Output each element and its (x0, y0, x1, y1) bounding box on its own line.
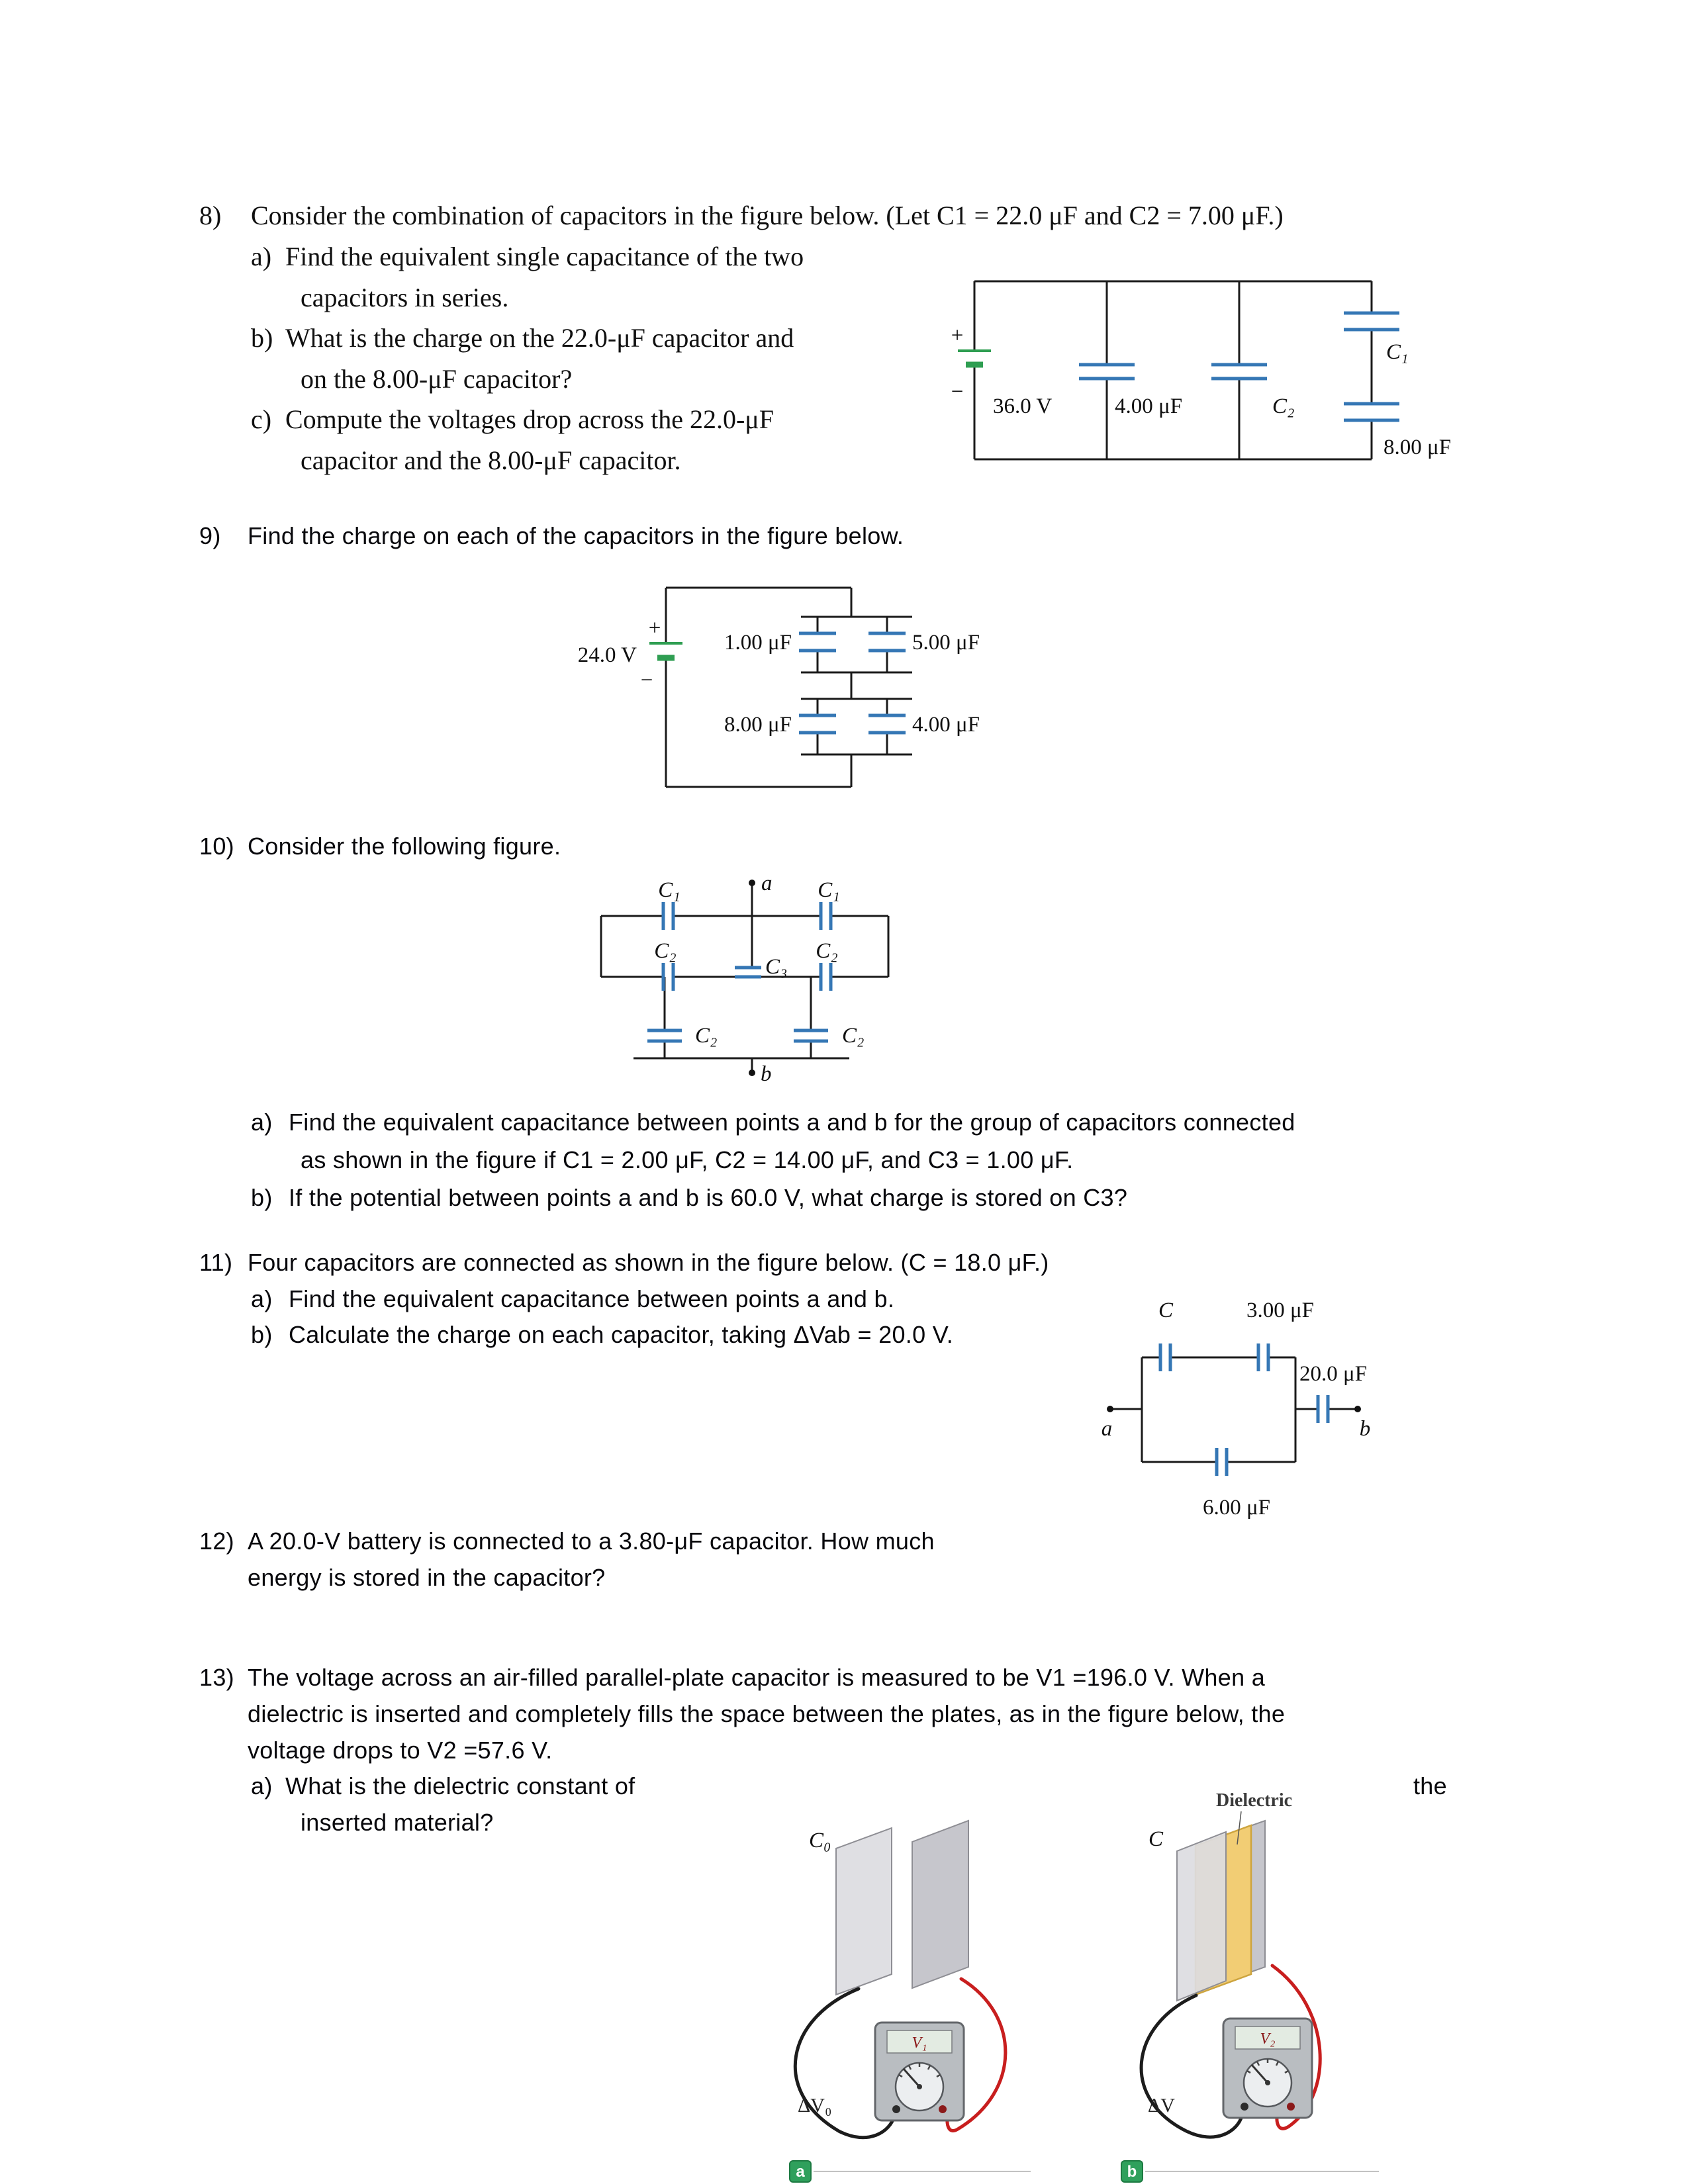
p11-b-label: b) (251, 1321, 273, 1348)
fig10-capacitor-plates (647, 902, 831, 1041)
fig11-cap20-label: 20.0 μF (1299, 1362, 1368, 1386)
p13-number: 13) (199, 1664, 234, 1691)
fig13-dielectric-diagram (759, 1790, 1401, 2184)
fig11-terminal-a (1107, 1406, 1113, 1412)
fig13b-meter-reading: V₂ (1260, 2030, 1276, 2048)
p10-line1: Consider the following figure. (248, 833, 561, 860)
fig10-c1-left-label: C₁ (658, 878, 680, 902)
p11-number: 11) (199, 1249, 233, 1276)
p8-b-line2: on the 8.00-μF capacitor? (301, 364, 573, 394)
p8-c-line2: capacitor and the 8.00-μF capacitor. (301, 445, 681, 475)
p11-line1: Four capacitors are connected as shown in the figure below. (C = 18.0 μF.) (248, 1249, 1049, 1276)
p10-b-label: b) (251, 1184, 273, 1211)
p10-a-line1: Find the equivalent capacitance between points a and b for the group of capacitors connected (289, 1109, 1295, 1136)
fig13b-left-plate (1177, 1832, 1226, 2001)
p11-b-line1: Calculate the charge on each capacitor, taking ΔVab = 20.0 V. (289, 1321, 954, 1348)
fig11-a-label: a (1101, 1417, 1113, 1441)
p13-a-line1: What is the dielectric constant of (285, 1772, 635, 1799)
fig9-cap4-label: 4.00 μF (912, 713, 980, 737)
fig8-c1-label: C₁ (1386, 340, 1409, 364)
fig8-battery-label: 36.0 V (993, 394, 1053, 418)
p13-line1: The voltage across an air-filled parallel-plate capacitor is measured to be V1 =196.0 V. When a (248, 1664, 1266, 1691)
fig13a-c0-label: C₀ (809, 1829, 831, 1852)
fig13b-dielectric-label: Dielectric (1216, 1790, 1293, 1811)
fig9-cap1-label: 1.00 μF (724, 631, 792, 655)
fig10-c3-label: C₃ (765, 955, 788, 979)
p9-line1: Find the charge on each of the capacitors in the figure below. (248, 522, 904, 549)
fig8-battery-symbol (958, 351, 991, 365)
fig10-c1-right-label: C₁ (818, 878, 840, 902)
p13-line3: voltage drops to V2 =57.6 V. (248, 1737, 553, 1764)
p10-b-line1: If the potential between points a and b is 60.0 V, what charge is stored on C3? (289, 1184, 1128, 1211)
fig11-cap6-label: 6.00 μF (1202, 1496, 1271, 1520)
fig9-cap8-label: 8.00 μF (724, 713, 792, 737)
fig9-minus-sign: − (640, 668, 653, 692)
fig8-plus-sign: + (951, 324, 964, 347)
fig9-circuit-diagram (527, 571, 1037, 803)
fig10-c2-left-label: C₂ (654, 939, 677, 963)
fig10-terminal-a (749, 880, 755, 886)
fig8-cap8-label: 8.00 μF (1383, 435, 1452, 459)
p8-c-label: c) (251, 404, 272, 434)
p8-line1: Consider the combination of capacitors in the figure below. (Let C1 = 22.0 μF and C2 = 7.00 μF.) (251, 201, 1284, 230)
fig13a-tag-letter: a (796, 2163, 805, 2181)
fig11-circuit-diagram (1098, 1289, 1392, 1524)
p11-a-line1: Find the equivalent capacitance between points a and b. (289, 1285, 895, 1312)
fig8-minus-sign: − (951, 380, 964, 404)
fig10-c2-right-label: C₂ (816, 939, 838, 963)
fig8-cap4-label: 4.00 μF (1115, 394, 1183, 418)
fig10-b-label: b (761, 1062, 772, 1086)
fig13a-voltmeter (875, 2023, 964, 2120)
fig10-a-label: a (761, 874, 773, 895)
fig11-b-label: b (1359, 1417, 1371, 1441)
p10-a-line2: as shown in the figure if C1 = 2.00 μF, C2 = 14.00 μF, and C3 = 1.00 μF. (301, 1146, 1074, 1173)
fig10-terminal-b (749, 1069, 755, 1076)
fig13a-left-plate (836, 1828, 892, 1995)
p8-number: 8) (199, 201, 222, 230)
fig10-c2-bottomright-label: C₂ (842, 1024, 865, 1048)
fig8-circuit-diagram (944, 273, 1483, 475)
fig9-battery-symbol (649, 643, 682, 658)
p12-line1: A 20.0-V battery is connected to a 3.80-μF capacitor. How much (248, 1527, 935, 1555)
fig13b-dv-label: ΔV (1148, 2095, 1175, 2116)
fig13b-tag-letter: b (1127, 2163, 1137, 2181)
p8-a-line2: capacitors in series. (301, 283, 509, 312)
p12-line2: energy is stored in the capacitor? (248, 1564, 606, 1591)
p10-a-label: a) (251, 1109, 273, 1136)
fig9-cap5-label: 5.00 μF (912, 631, 980, 655)
p9-number: 9) (199, 522, 221, 549)
fig11-terminal-b (1354, 1406, 1361, 1412)
p8-b-line1: What is the charge on the 22.0-μF capacitor and (285, 323, 794, 353)
fig8-c2-label: C₂ (1272, 394, 1295, 418)
fig13a-meter-reading: V₁ (912, 2034, 927, 2052)
fig10-c2-bottomleft-label: C₂ (695, 1024, 718, 1048)
p8-c-line1: Compute the voltages drop across the 22.0-μF (285, 404, 774, 434)
fig9-wires (666, 588, 912, 787)
p13-a-line2: inserted material? (301, 1809, 494, 1836)
fig11-cap3-label: 3.00 μF (1246, 1298, 1315, 1322)
p13-a-line1-end: the (1413, 1772, 1447, 1799)
p13-line2: dielectric is inserted and completely fills the space between the plates, as in the figure below, the (248, 1700, 1286, 1727)
fig10-circuit-diagram (596, 874, 914, 1103)
fig13b-c-label: C (1149, 1827, 1164, 1851)
fig9-plus-sign: + (648, 616, 661, 640)
p8-a-line1: Find the equivalent single capacitance of the two (285, 242, 804, 271)
p8-a-label: a) (251, 242, 272, 271)
p10-number: 10) (199, 833, 234, 860)
p11-a-label: a) (251, 1285, 273, 1312)
fig13a-dv0-label: ΔV₀ (798, 2095, 832, 2116)
fig9-battery-label: 24.0 V (577, 643, 637, 667)
p13-a-label: a) (251, 1772, 273, 1799)
fig13a-right-plate (912, 1821, 968, 1988)
fig13b-voltmeter (1223, 2019, 1312, 2118)
fig8-wires (974, 281, 1372, 459)
fig13a-caption-tag (790, 2161, 1031, 2182)
fig13b-caption-tag (1121, 2161, 1379, 2182)
p8-b-label: b) (251, 323, 273, 353)
p12-number: 12) (199, 1527, 234, 1555)
fig11-c-label: C (1158, 1298, 1174, 1322)
